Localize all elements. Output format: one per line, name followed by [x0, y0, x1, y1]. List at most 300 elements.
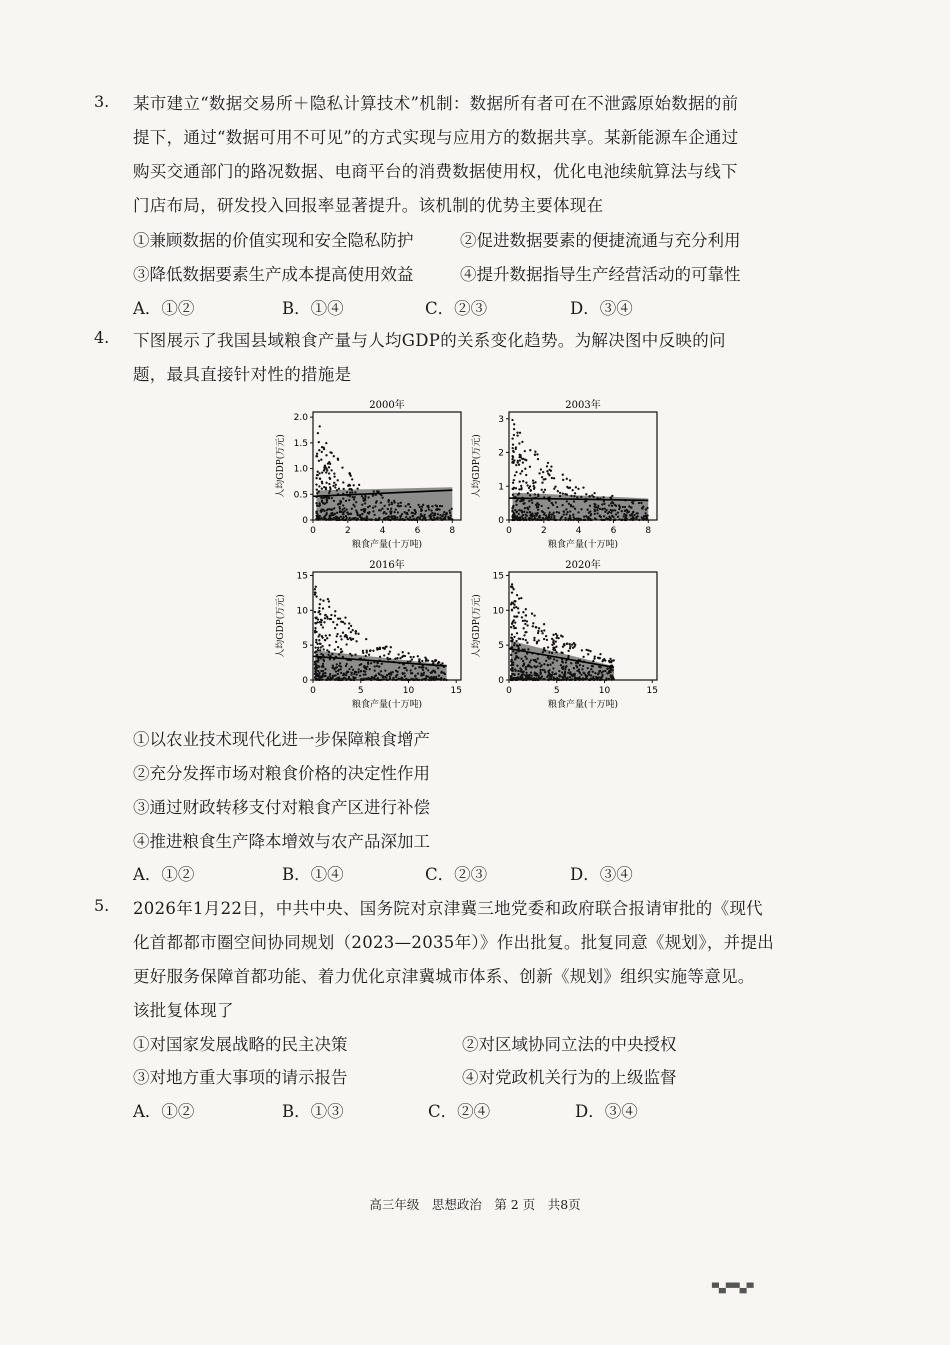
scatter-point: [351, 489, 353, 491]
scatter-point: [430, 509, 432, 511]
scatter-point: [596, 512, 598, 514]
scatter-point: [516, 432, 518, 434]
scatter-point: [529, 494, 531, 496]
scatter-point: [329, 618, 331, 620]
scatter-point: [561, 504, 563, 506]
scatter-point: [334, 513, 336, 515]
scatter-point: [327, 497, 329, 499]
scatter-point: [527, 648, 529, 650]
scatter-point: [353, 484, 355, 486]
scatter-point: [522, 671, 524, 673]
scatter-point: [548, 657, 550, 659]
scatter-point: [538, 503, 540, 505]
scatter-point: [524, 655, 526, 657]
scatter-point: [314, 673, 316, 675]
scatter-point: [405, 516, 407, 518]
scatter-point: [519, 432, 521, 434]
scatter-point: [568, 503, 570, 505]
scatter-point: [561, 652, 563, 654]
scatter-point: [381, 663, 383, 665]
scatter-point: [519, 670, 521, 672]
scatter-point: [565, 665, 567, 667]
scatter-point: [389, 651, 391, 653]
scatter-point: [550, 516, 552, 518]
scatter-point: [529, 466, 531, 468]
scatter-point: [404, 655, 406, 657]
scatter-point: [533, 515, 535, 517]
scatter-point: [624, 506, 626, 508]
scatter-point: [317, 618, 319, 620]
scatter-point: [329, 658, 331, 660]
scatter-point: [555, 646, 557, 648]
choice-d[interactable]: D．③④: [575, 1102, 638, 1121]
choice-c[interactable]: C．②④: [428, 1102, 491, 1121]
scatter-point: [520, 487, 522, 489]
scatter-point: [330, 469, 332, 471]
scatter-point: [533, 639, 535, 641]
scatter-point: [397, 653, 399, 655]
x-tick-label: 10: [598, 686, 611, 696]
y-tick-label: 0.5: [293, 490, 308, 501]
scatter-point: [557, 490, 559, 492]
scatter-point: [510, 626, 512, 628]
scatter-point: [594, 513, 596, 515]
scatter-point: [336, 624, 338, 626]
scatter-point: [419, 506, 421, 508]
scatter-point: [369, 668, 371, 670]
choice-b[interactable]: B．①④: [282, 865, 344, 884]
scatter-point: [525, 474, 527, 476]
scatter-point: [321, 499, 323, 501]
scatter-point: [612, 516, 614, 518]
scatter-point: [560, 664, 562, 666]
scatter-point: [340, 648, 342, 650]
choice-b[interactable]: B．①③: [282, 1102, 344, 1121]
y-axis-label: 人均GDP(万元): [472, 434, 482, 498]
scatter-point: [406, 669, 408, 671]
scatter-point: [411, 512, 413, 514]
scatter-point: [511, 510, 513, 512]
scatter-point: [533, 486, 535, 488]
scatter-point: [534, 512, 536, 514]
scatter-point: [540, 673, 542, 675]
scatter-point: [323, 446, 325, 448]
scatter-point: [572, 647, 574, 649]
scatter-point: [402, 651, 404, 653]
scatter-point: [373, 677, 375, 679]
plot-title: 2000年: [369, 400, 405, 411]
scatter-point: [374, 675, 376, 677]
scatter-point: [577, 511, 579, 513]
scatter-point: [348, 627, 350, 629]
scatter-point: [316, 505, 318, 507]
scatter-point: [520, 597, 522, 599]
scatter-point: [347, 638, 349, 640]
scatter-point: [614, 504, 616, 506]
scatter-point: [530, 489, 532, 491]
scatter-point: [396, 517, 398, 519]
scatter-point: [318, 517, 320, 519]
scatter-point: [562, 492, 564, 494]
choice-b[interactable]: B．①④: [282, 299, 344, 318]
scatter-point: [628, 505, 630, 507]
scatter-point: [558, 675, 560, 677]
statement-item: ①对国家发展战略的民主决策: [133, 1035, 348, 1054]
scatter-point: [565, 513, 567, 515]
scatter-point: [511, 667, 513, 669]
scatter-point: [317, 659, 319, 661]
scatter-point: [604, 659, 606, 661]
scatter-point: [380, 502, 382, 504]
scatter-point: [323, 621, 325, 623]
scatter-point: [556, 506, 558, 508]
scatter-point: [594, 503, 596, 505]
scatter-point: [515, 511, 517, 513]
scatter-point: [564, 671, 566, 673]
scatter-point: [382, 512, 384, 514]
scatter-point: [372, 510, 374, 512]
scatter-point: [541, 489, 543, 491]
scatter-point: [586, 675, 588, 677]
scatter-point: [592, 665, 594, 667]
scatter-point: [540, 468, 542, 470]
scatter-point: [422, 674, 424, 676]
scatter-point: [354, 654, 356, 656]
scatter-point: [365, 655, 367, 657]
choice-a[interactable]: A．①②: [133, 865, 195, 884]
scatter-point: [512, 650, 514, 652]
scatter-point: [575, 677, 577, 679]
choice-d[interactable]: D．③④: [570, 865, 633, 884]
scatter-point: [319, 603, 321, 605]
y-tick-label: 2.0: [293, 413, 308, 424]
scatter-point: [351, 508, 353, 510]
scatter-point: [333, 517, 335, 519]
scatter-point: [524, 631, 526, 633]
scatter-point: [317, 665, 319, 667]
scatter-point: [550, 465, 552, 467]
scatter-point: [339, 511, 341, 513]
scatter-point: [379, 656, 381, 658]
scatter-point: [314, 646, 316, 648]
scatter-point: [540, 505, 542, 507]
scatter-point: [511, 640, 513, 642]
question-text-line: 下图展示了我国县域粮食产量与人均GDP的关系变化趋势。为解决图中反映的问: [133, 331, 726, 350]
scatter-point: [522, 665, 524, 667]
scatter-point: [518, 647, 520, 649]
scatter-point: [361, 513, 363, 515]
choice-c[interactable]: C．②③: [425, 865, 488, 884]
scatter-point: [527, 492, 529, 494]
scatter-point: [534, 493, 536, 495]
scatter-point: [543, 638, 545, 640]
scatter-point: [317, 670, 319, 672]
scatter-point: [412, 665, 414, 667]
scatter-point: [321, 645, 323, 647]
choice-a[interactable]: A．①②: [133, 299, 195, 318]
scatter-point: [536, 506, 538, 508]
scatter-point: [344, 616, 346, 618]
scatter-point: [326, 509, 328, 511]
scatter-point: [552, 667, 554, 669]
scatter-point: [630, 506, 632, 508]
scatter-point: [376, 490, 378, 492]
scatter-point: [427, 675, 429, 677]
scatter-point: [315, 586, 317, 588]
x-tick-label: 2: [540, 526, 547, 536]
y-tick-label: 1: [498, 482, 504, 493]
statement-item: ③通过财政转移支付对粮食产区进行补偿: [133, 798, 430, 817]
scatter-point: [324, 668, 326, 670]
scatter-point: [374, 505, 376, 507]
scatter-point: [516, 644, 518, 646]
scatter-point: [389, 676, 391, 678]
scatter-point: [528, 674, 530, 676]
scatter-point: [396, 657, 398, 659]
scatter-point: [321, 509, 323, 511]
scatter-point: [346, 511, 348, 513]
scatter-point: [391, 517, 393, 519]
scatter-point: [511, 583, 513, 585]
scatter-point: [537, 493, 539, 495]
scatter-point: [548, 651, 550, 653]
scatter-point: [432, 669, 434, 671]
scatter-point: [338, 502, 340, 504]
scatter-point: [346, 491, 348, 493]
scatter-point: [519, 676, 521, 678]
y-tick-label: 10: [296, 606, 308, 617]
scatter-point: [373, 490, 375, 492]
scatter-point: [320, 619, 322, 621]
scatter-point: [551, 638, 553, 640]
scatter-point: [645, 508, 647, 510]
scatter-point: [512, 443, 514, 445]
scatter-point: [646, 514, 648, 516]
scatter-point: [532, 622, 534, 624]
scatter-point: [316, 488, 318, 490]
scatter-point: [321, 451, 323, 453]
scatter-point: [323, 469, 325, 471]
scatter-point: [599, 515, 601, 517]
scatter-point: [580, 674, 582, 676]
scatter-point: [390, 508, 392, 510]
scatter-point: [317, 647, 319, 649]
scatter-point: [362, 652, 364, 654]
scatter-point: [320, 653, 322, 655]
scatter-point: [314, 667, 316, 669]
scatter-point: [367, 496, 369, 498]
scatter-point: [522, 620, 524, 622]
scatter-point: [587, 653, 589, 655]
scatter-point: [319, 643, 321, 645]
scatter-point: [355, 640, 357, 642]
scatter-point: [575, 662, 577, 664]
scatter-point: [528, 506, 530, 508]
statement-item: ③对地方重大事项的请示报告: [133, 1068, 348, 1087]
scatter-point: [514, 474, 516, 476]
scatter-point: [524, 619, 526, 621]
question-text-line: 门店布局，研发投入回报率显著提升。该机制的优势主要体现在: [133, 196, 604, 215]
scatter-point: [517, 673, 519, 675]
scatter-point: [596, 509, 598, 511]
scatter-point: [599, 670, 601, 672]
scatter-point: [535, 666, 537, 668]
scatter-point: [535, 515, 537, 517]
scatter-point: [534, 672, 536, 674]
scatter-point: [322, 600, 324, 602]
scatter-point: [537, 458, 539, 460]
scatter-point: [382, 647, 384, 649]
scatter-point: [532, 479, 534, 481]
scatter-point: [535, 626, 537, 628]
dense-point-cloud: [316, 487, 452, 520]
scatter-point: [323, 503, 325, 505]
scatter-point: [544, 489, 546, 491]
scatter-point: [316, 474, 318, 476]
scatter-point: [555, 640, 557, 642]
scatter-point: [407, 652, 409, 654]
scatter-point: [515, 464, 517, 466]
scatter-point: [566, 493, 568, 495]
scatter-point: [337, 670, 339, 672]
scatter-point: [393, 511, 395, 513]
scatter-point: [569, 673, 571, 675]
scatter-point: [342, 632, 344, 634]
scatter-point: [608, 504, 610, 506]
scatter-point: [340, 516, 342, 518]
scatter-point: [550, 674, 552, 676]
scatter-point: [398, 666, 400, 668]
scatter-point: [525, 672, 527, 674]
scatter-point: [511, 633, 513, 635]
scatter-point: [349, 513, 351, 515]
y-tick-label: 15: [492, 571, 504, 582]
scatter-point: [436, 517, 438, 519]
scatter-point: [518, 442, 520, 444]
x-tick-label: 6: [610, 526, 617, 536]
scatter-point: [553, 488, 555, 490]
scatter-point: [583, 672, 585, 674]
question-text-line: 化首都都市圈空间协同规划（2023—2035年）》作出批复。批复同意《规划》，并提出: [133, 933, 775, 952]
choice-d[interactable]: D．③④: [570, 299, 633, 318]
scatter-point: [435, 676, 437, 678]
scatter-point: [576, 496, 578, 498]
scatter-point: [319, 425, 321, 427]
scatter-point: [372, 495, 374, 497]
x-tick-label: 6: [414, 526, 421, 536]
scatter-point: [331, 514, 333, 516]
scatter-point: [543, 623, 545, 625]
scatter-point: [318, 472, 320, 474]
scatter-point: [435, 659, 437, 661]
scatter-point: [354, 671, 356, 673]
scatter-point: [394, 517, 396, 519]
scatter-point: [423, 672, 425, 674]
scatter-point: [578, 668, 580, 670]
scatter-point: [522, 503, 524, 505]
scatter-point: [402, 673, 404, 675]
scatter-point: [539, 669, 541, 671]
scatter-point: [572, 489, 574, 491]
x-axis-label: 粮食产量(十万吨): [351, 540, 423, 550]
scatter-point: [319, 478, 321, 480]
scatter-point: [582, 656, 584, 658]
question-text-line: 提下，通过“数据可用不可见”的方式实现与应用方的数据共享。某新能源车企通过: [133, 128, 739, 147]
scatter-point: [573, 500, 575, 502]
scatter-point: [356, 487, 358, 489]
scatter-point: [441, 505, 443, 507]
scatter-point: [372, 507, 374, 509]
scatter-point: [340, 672, 342, 674]
scatter-point: [401, 513, 403, 515]
scatter-point: [325, 634, 327, 636]
scatter-point: [542, 491, 544, 493]
scatter-point: [386, 516, 388, 518]
scatter-point: [538, 472, 540, 474]
x-tick-label: 0: [310, 526, 316, 536]
scatter-point: [513, 636, 515, 638]
scatter-point: [355, 632, 357, 634]
scatter-point: [345, 500, 347, 502]
scatter-point: [514, 668, 516, 670]
scatter-point: [425, 510, 427, 512]
scatter-point: [563, 513, 565, 515]
choice-a[interactable]: A．①②: [133, 1102, 195, 1121]
scatter-point: [389, 658, 391, 660]
scatter-point: [511, 458, 513, 460]
scatter-point: [380, 509, 382, 511]
scatter-point: [513, 674, 515, 676]
scatter-point: [566, 511, 568, 513]
scatter-point: [323, 496, 325, 498]
scatter-point: [588, 516, 590, 518]
scatter-point: [562, 661, 564, 663]
scatter-point: [397, 511, 399, 513]
scatter-point: [516, 665, 518, 667]
scatter-point: [638, 502, 640, 504]
scatter-point: [388, 504, 390, 506]
scatter-point: [336, 633, 338, 635]
choice-c[interactable]: C．②③: [425, 299, 488, 318]
scatter-point: [554, 486, 556, 488]
scatter-point: [387, 508, 389, 510]
scatter-point: [323, 672, 325, 674]
scatter-point: [333, 507, 335, 509]
scatter-point: [515, 640, 517, 642]
scatter-point: [355, 630, 357, 632]
scatter-point: [637, 515, 639, 517]
scatter-point: [608, 667, 610, 669]
scatter-point: [382, 675, 384, 677]
scatter-point: [411, 672, 413, 674]
scatter-point: [338, 488, 340, 490]
scatter-point: [552, 634, 554, 636]
scatter-point: [551, 652, 553, 654]
scatter-point: [537, 630, 539, 632]
scatter-point: [532, 482, 534, 484]
scatter-point: [527, 508, 529, 510]
scatter-point: [572, 506, 574, 508]
scatter-point: [515, 487, 517, 489]
scatter-point: [384, 669, 386, 671]
scatter-point: [601, 503, 603, 505]
scatter-point: [516, 434, 518, 436]
scatter-point: [417, 655, 419, 657]
scatter-point: [364, 502, 366, 504]
scatter-point: [519, 472, 521, 474]
scatter-point: [440, 671, 442, 673]
scatter-point: [338, 653, 340, 655]
